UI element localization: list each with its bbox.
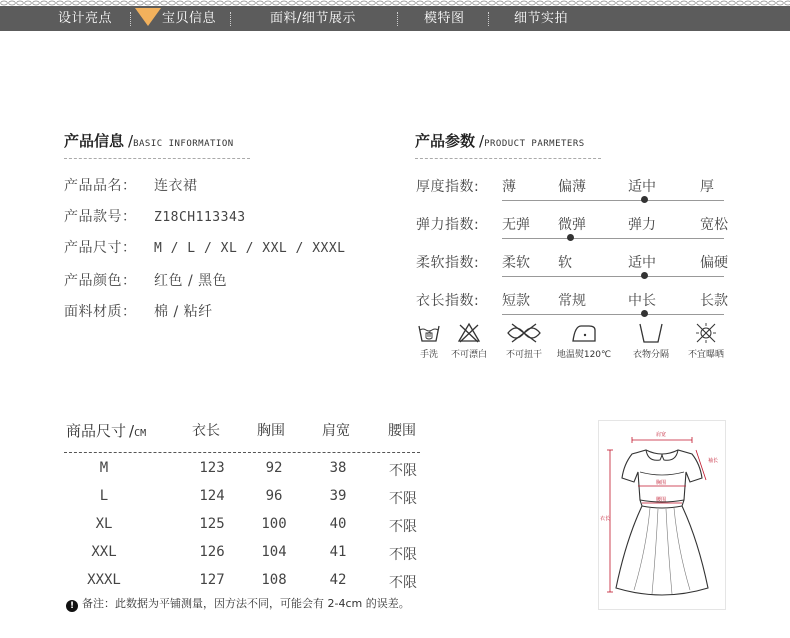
measure-cell: 39 — [329, 488, 347, 504]
measure-cell: 不限 — [389, 547, 417, 563]
param-option: 无弹 — [502, 217, 530, 233]
size-unit: CM — [134, 428, 147, 439]
param-option: 常规 — [558, 293, 586, 309]
size-cell: XL — [95, 516, 113, 532]
info-value: 连衣裙 — [154, 178, 198, 194]
top-navigation-bar — [0, 6, 790, 31]
size-table-title-cn: 商品尺寸 — [66, 422, 127, 440]
measure-cell: 不限 — [389, 463, 417, 479]
wash-separately-icon — [636, 322, 666, 344]
care-label: 地温熨120℃ — [556, 350, 612, 360]
param-option: 中长 — [628, 293, 656, 309]
measure-cell: 100 — [261, 516, 287, 532]
info-label: 产品品名： — [64, 178, 137, 194]
shoulder-label: 肩宽 — [656, 432, 667, 438]
param-row — [416, 252, 726, 282]
size-cell: L — [99, 488, 109, 504]
title-slash: / — [479, 132, 485, 150]
info-label: 产品款号： — [64, 209, 137, 225]
nav-separator — [230, 12, 231, 26]
measure-cell: 38 — [329, 460, 347, 476]
tab-fabric-details[interactable]: 面料/细节展示 — [270, 11, 356, 26]
size-cell: XXL — [91, 544, 117, 560]
care-item — [556, 322, 612, 360]
params-title — [415, 130, 585, 151]
tab-detail-photos[interactable]: 细节实拍 — [514, 11, 569, 26]
dress-measurement-diagram — [598, 420, 726, 610]
col-header: 胸围 — [257, 423, 285, 439]
param-row — [416, 214, 726, 244]
params-title-en: PRODUCT PARMETERS — [484, 139, 585, 149]
param-option: 弹力 — [628, 217, 656, 233]
care-item — [500, 322, 548, 360]
basic-info-title — [64, 130, 234, 151]
param-selected-dot — [641, 196, 648, 203]
param-row — [416, 290, 726, 320]
care-item — [682, 322, 730, 360]
chest-label: 胸围 — [656, 480, 667, 486]
tab-product-info[interactable]: 宝贝信息 — [162, 11, 217, 26]
info-row-material — [64, 301, 213, 321]
col-header: 腰围 — [388, 423, 416, 439]
size-cell: XXXL — [87, 572, 121, 588]
measure-cell: 41 — [329, 544, 347, 560]
hand-wash-icon — [417, 322, 441, 344]
no-wring-icon — [504, 322, 544, 344]
title-slash: / — [128, 132, 134, 150]
measure-cell: 127 — [199, 572, 225, 588]
care-item — [625, 322, 677, 360]
param-option: 偏薄 — [558, 179, 586, 195]
size-table-divider — [64, 452, 420, 453]
params-divider — [415, 158, 601, 159]
no-sun-icon — [694, 322, 718, 344]
params-title-cn: 产品参数 — [415, 132, 476, 150]
info-label: 产品尺寸： — [64, 240, 137, 256]
param-label: 柔软指数: — [416, 255, 480, 271]
sleeve-label: 袖长 — [708, 458, 719, 464]
info-row-name — [64, 175, 198, 195]
param-option: 微弹 — [558, 217, 586, 233]
care-label: 手洗 — [419, 350, 438, 360]
warning-icon: ! — [66, 600, 78, 612]
nav-separator — [130, 12, 131, 26]
param-option: 厚 — [700, 179, 714, 195]
nav-separator — [397, 12, 398, 26]
param-scale-line — [502, 276, 724, 277]
waist-label: 腰围 — [656, 497, 667, 503]
info-value: Z18CH113343 — [154, 210, 246, 225]
param-selected-dot — [641, 272, 648, 279]
param-scale-line — [502, 200, 724, 201]
measure-cell: 125 — [199, 516, 225, 532]
length-label: 衣长 — [600, 516, 611, 522]
param-option: 短款 — [502, 293, 530, 309]
measure-cell: 42 — [329, 572, 347, 588]
param-option: 宽松 — [700, 217, 728, 233]
measure-cell: 不限 — [389, 575, 417, 591]
param-scale-line — [502, 238, 724, 239]
care-label: 不可漂白 — [450, 350, 487, 360]
param-label: 衣长指数: — [416, 293, 480, 309]
param-option: 偏硬 — [700, 255, 728, 271]
param-option: 适中 — [628, 255, 656, 271]
care-label: 衣物分隔 — [632, 350, 669, 360]
care-label: 不宜曝晒 — [687, 350, 724, 360]
no-bleach-icon — [457, 322, 481, 344]
active-tab-marker-icon — [134, 6, 162, 46]
measure-cell: 96 — [265, 488, 283, 504]
measure-cell: 108 — [261, 572, 287, 588]
care-item — [446, 322, 492, 360]
size-note — [66, 595, 410, 612]
param-row — [416, 176, 726, 206]
info-value: 红色 / 黑色 — [154, 273, 228, 289]
param-option: 柔软 — [502, 255, 530, 271]
param-option: 适中 — [628, 179, 656, 195]
col-header: 衣长 — [192, 423, 220, 439]
info-row-colors — [64, 270, 227, 290]
tab-model-photos[interactable]: 模特图 — [424, 11, 465, 26]
measure-cell: 92 — [265, 460, 283, 476]
info-value: M / L / XL / XXL / XXXL — [154, 241, 346, 256]
basic-info-divider — [64, 158, 250, 159]
measure-cell: 124 — [199, 488, 225, 504]
nav-separator — [488, 12, 489, 26]
info-value: 棉 / 粘纤 — [154, 304, 213, 320]
param-selected-dot — [641, 310, 648, 317]
basic-info-title-en: BASIC INFORMATION — [133, 139, 234, 149]
measure-cell: 123 — [199, 460, 225, 476]
measure-cell: 40 — [329, 516, 347, 532]
tab-design-highlights[interactable]: 设计亮点 — [58, 11, 113, 26]
param-option: 软 — [558, 255, 572, 271]
info-label: 面料材质： — [64, 304, 137, 320]
care-label: 不可扭干 — [505, 350, 542, 360]
measure-cell: 不限 — [389, 491, 417, 507]
param-label: 弹力指数: — [416, 217, 480, 233]
note-text: 备注：此数据为平铺测量，因方法不同，可能会有 2-4cm 的误差。 — [82, 597, 410, 610]
info-row-sku — [64, 206, 246, 226]
basic-info-title-cn: 产品信息 — [64, 132, 125, 150]
param-scale-line — [502, 314, 724, 315]
info-label: 产品颜色： — [64, 273, 137, 289]
iron-temperature-icon — [569, 322, 599, 344]
measure-cell: 不限 — [389, 519, 417, 535]
size-cell: M — [99, 460, 109, 476]
info-row-sizes — [64, 237, 346, 257]
param-option: 长款 — [700, 293, 728, 309]
care-item — [414, 322, 444, 360]
measure-cell: 104 — [261, 544, 287, 560]
measure-cell: 126 — [199, 544, 225, 560]
size-table-title — [66, 420, 146, 441]
param-selected-dot — [567, 234, 574, 241]
param-option: 薄 — [502, 179, 516, 195]
col-header: 肩宽 — [322, 423, 350, 439]
param-label: 厚度指数: — [416, 179, 480, 195]
title-slash: / — [129, 422, 135, 440]
